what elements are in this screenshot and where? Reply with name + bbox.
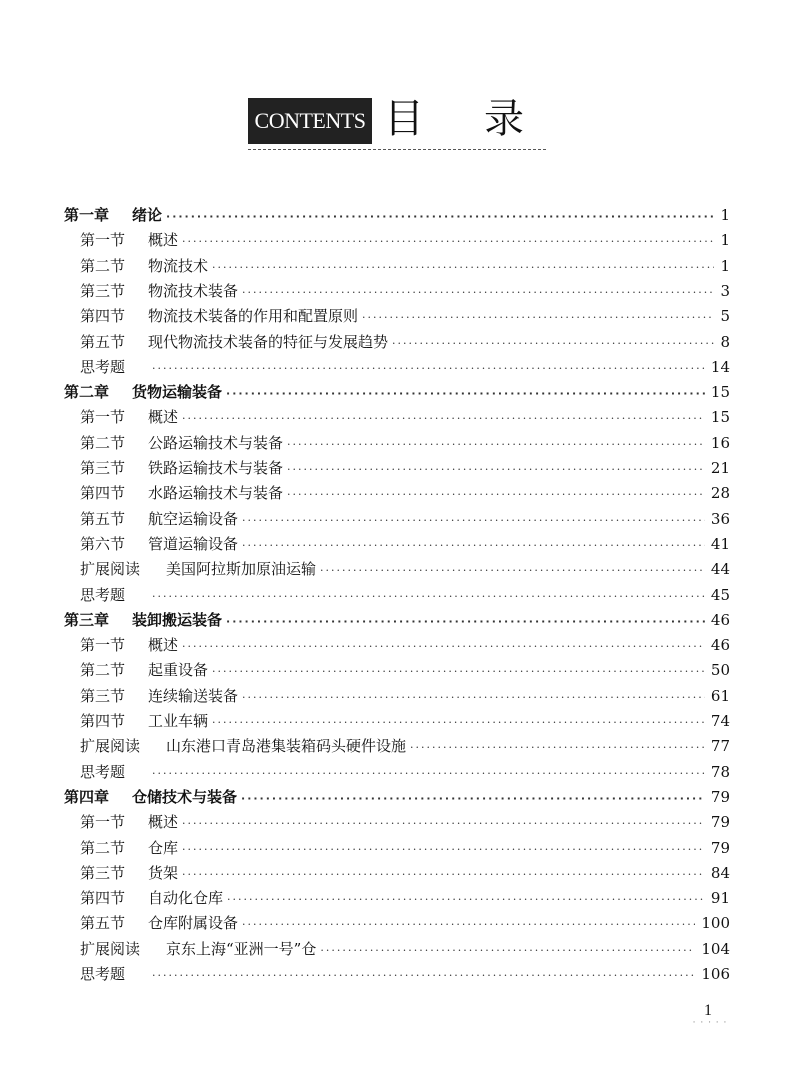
dot-leader — [152, 584, 705, 609]
toc-section-entry[interactable] — [80, 962, 730, 987]
toc-entry-page: 44 — [710, 560, 730, 579]
toc-entry-title: 仓储技术与装备 — [132, 787, 238, 806]
toc-entry-number: 思考题 — [80, 965, 126, 983]
toc-entry-title: 装卸搬运装备 — [132, 610, 223, 629]
toc-entry-label — [80, 633, 178, 658]
toc-entry-number: 思考题 — [80, 357, 126, 376]
toc-entry-title: 货物运输装备 — [132, 383, 223, 402]
toc-entry-page: 16 — [710, 433, 730, 452]
dot-leader — [242, 912, 695, 937]
toc-entry-title: 管道运输设备 — [148, 534, 239, 553]
toc-entry-title: 物流技术装备的作用和配置原则 — [148, 307, 359, 326]
toc-entry-number: 第二章 — [64, 383, 110, 402]
dot-leader — [362, 305, 714, 330]
toc-section-entry[interactable] — [80, 355, 730, 380]
toc-entry-page: 79 — [710, 787, 730, 806]
toc-entry-title: 绪论 — [132, 206, 163, 224]
toc-entry-number: 思考题 — [80, 585, 126, 604]
toc-entry-label — [80, 355, 148, 380]
toc-entry-page: 46 — [710, 636, 730, 655]
toc-section-entry[interactable] — [80, 886, 730, 911]
dot-leader — [227, 887, 705, 912]
toc-entry-page: 1 — [720, 206, 730, 224]
toc-entry-page: 104 — [701, 939, 730, 958]
toc-entry-label — [80, 456, 283, 481]
toc-section-entry[interactable] — [80, 734, 730, 759]
toc-entry-page: 28 — [710, 484, 730, 503]
toc-entry-label — [80, 911, 238, 936]
toc-entry-page: 5 — [720, 307, 730, 326]
toc-entry-title: 工业车辆 — [148, 712, 209, 730]
toc-entry-page: 46 — [710, 610, 730, 629]
toc-section-entry[interactable] — [80, 836, 730, 861]
toc-entry-title: 山东港口青岛港集装箱码头硬件设施 — [166, 737, 407, 756]
toc-entry-label — [80, 583, 148, 608]
toc-entry-title: 自动化仓库 — [148, 889, 224, 908]
dot-leader — [212, 659, 705, 684]
dot-leader — [182, 634, 705, 659]
toc-entry-number: 第六节 — [80, 534, 126, 553]
toc-section-entry[interactable] — [80, 228, 730, 253]
toc-entry-number: 第三节 — [80, 863, 126, 882]
toc-section-entry[interactable] — [80, 330, 730, 355]
toc-section-entry[interactable] — [80, 405, 730, 430]
toc-entry-label — [80, 709, 208, 734]
dot-leader — [242, 533, 705, 558]
toc-section-entry[interactable] — [80, 709, 730, 734]
toc-entry-number: 第三节 — [80, 281, 126, 300]
toc-entry-page: 84 — [710, 863, 730, 882]
page-title: 目录 — [384, 96, 584, 142]
toc-entry-page: 77 — [710, 737, 730, 756]
toc-entry-number: 第二节 — [80, 661, 126, 680]
toc-entry-page: 78 — [710, 762, 730, 781]
toc-entry-title: 起重设备 — [148, 661, 209, 680]
dot-leader — [242, 685, 705, 710]
page-number-ornament: · · · · · — [692, 1018, 728, 1028]
toc-entry-page: 50 — [710, 661, 730, 680]
dot-leader — [182, 229, 714, 254]
toc-entry-page: 61 — [710, 686, 730, 705]
dot-leader — [152, 761, 705, 786]
toc-entry-label — [80, 734, 406, 759]
toc-entry-page: 106 — [701, 965, 730, 983]
toc-entry-number: 第四节 — [80, 712, 126, 730]
toc-entry-label — [80, 861, 178, 886]
dot-leader — [392, 331, 714, 356]
toc-entry-page: 15 — [710, 408, 730, 427]
dot-leader — [241, 786, 705, 811]
toc-entry-label — [80, 658, 208, 683]
toc-entry-title: 铁路运输技术与装备 — [148, 459, 284, 477]
toc-entry-number: 第一节 — [80, 636, 126, 655]
toc-section-entry[interactable] — [80, 810, 730, 835]
toc-section-entry[interactable] — [80, 304, 730, 329]
toc-section-entry[interactable] — [80, 658, 730, 683]
dot-leader — [410, 735, 705, 760]
toc-entry-page: 74 — [710, 712, 730, 730]
toc-entry-label — [80, 937, 316, 962]
toc-section-entry[interactable] — [80, 532, 730, 557]
dot-leader — [182, 837, 705, 862]
toc-entry-number: 第四节 — [80, 889, 126, 908]
toc-entry-page: 100 — [701, 914, 730, 933]
toc-entry-page: 21 — [710, 459, 730, 477]
toc-entry-number: 扩展阅读 — [80, 737, 141, 756]
toc-entry-page: 91 — [710, 889, 730, 908]
toc-entry-label — [80, 431, 283, 456]
toc-section-entry[interactable] — [80, 760, 730, 785]
toc-entry-title: 概述 — [148, 636, 179, 655]
toc-entry-page: 3 — [720, 281, 730, 300]
toc-entry-page: 1 — [720, 231, 730, 250]
dot-leader — [287, 457, 705, 482]
toc-entry-number: 第四节 — [80, 307, 126, 326]
toc-section-entry[interactable] — [80, 861, 730, 886]
toc-section-entry[interactable] — [80, 279, 730, 304]
dot-leader — [182, 406, 705, 431]
toc-section-entry[interactable] — [80, 507, 730, 532]
dot-leader — [320, 938, 695, 963]
toc-entry-number: 第一节 — [80, 408, 126, 427]
toc-chapter-entry[interactable] — [64, 203, 730, 228]
toc-chapter-entry[interactable] — [64, 785, 730, 810]
toc-entry-label — [80, 532, 238, 557]
toc-entry-number: 扩展阅读 — [80, 939, 141, 958]
toc-entry-label — [80, 330, 388, 355]
toc-section-entry[interactable] — [80, 431, 730, 456]
contents-badge: CONTENTS — [248, 98, 372, 144]
toc-entry-label — [80, 481, 283, 506]
toc-entry-label — [80, 760, 148, 785]
toc-entry-page: 36 — [710, 509, 730, 528]
toc-entry-label — [80, 228, 178, 253]
toc-entry-number: 第二节 — [80, 256, 126, 275]
toc-entry-page: 79 — [710, 813, 730, 832]
dot-leader — [152, 963, 695, 988]
toc-entry-number: 第一节 — [80, 813, 126, 832]
toc-entry-label — [80, 836, 178, 861]
dot-leader — [242, 280, 714, 305]
toc-entry-page: 14 — [710, 357, 730, 376]
page-number: 1 — [704, 1002, 712, 1019]
toc-entry-label — [80, 405, 178, 430]
toc-entry-page: 15 — [710, 383, 730, 402]
toc-entry-title: 物流技术 — [148, 256, 209, 275]
header-dashed-rule — [248, 149, 546, 150]
toc-entry-number: 第四节 — [80, 484, 126, 503]
toc-entry-page: 45 — [710, 585, 730, 604]
dot-leader — [182, 811, 705, 836]
dot-leader — [212, 255, 714, 280]
toc-entry-number: 第一节 — [80, 231, 126, 250]
toc-entry-number: 第五节 — [80, 332, 126, 351]
toc-entry-title: 货架 — [148, 863, 179, 882]
toc-section-entry[interactable] — [80, 937, 730, 962]
dot-leader — [166, 204, 714, 229]
toc-entry-title: 仓库附属设备 — [148, 914, 239, 933]
toc-entry-number: 第三节 — [80, 459, 126, 477]
dot-leader — [212, 710, 705, 735]
toc-entry-title: 京东上海“亚洲一号”仓 — [166, 939, 317, 958]
toc-entry-number: 第五节 — [80, 509, 126, 528]
toc-entry-title: 概述 — [148, 813, 179, 832]
dot-leader — [242, 508, 705, 533]
toc-entry-label — [64, 380, 222, 405]
toc-section-entry[interactable] — [80, 481, 730, 506]
toc-section-entry[interactable] — [80, 254, 730, 279]
toc-entry-label — [80, 557, 316, 582]
toc-chapter-entry[interactable] — [64, 608, 730, 633]
toc-entry-number: 扩展阅读 — [80, 560, 141, 579]
dot-leader — [152, 356, 705, 381]
toc-section-entry[interactable] — [80, 684, 730, 709]
toc-entry-title: 概述 — [148, 231, 179, 250]
toc-section-entry[interactable] — [80, 911, 730, 936]
toc-entry-label — [80, 684, 238, 709]
toc-entry-label — [80, 304, 358, 329]
toc-entry-label — [64, 608, 222, 633]
dot-leader — [320, 558, 705, 583]
dot-leader — [226, 381, 705, 406]
toc-entry-label — [80, 810, 178, 835]
toc-entry-page: 79 — [710, 838, 730, 857]
toc-entry-title: 航空运输设备 — [148, 509, 239, 528]
toc-entry-title: 公路运输技术与装备 — [148, 433, 284, 452]
toc-entry-label — [64, 203, 162, 228]
toc-entry-number: 第四章 — [64, 787, 110, 806]
toc-section-entry[interactable] — [80, 557, 730, 582]
toc-entry-title: 物流技术装备 — [148, 281, 239, 300]
toc-entry-page: 8 — [720, 332, 730, 351]
dot-leader — [287, 482, 705, 507]
dot-leader — [226, 609, 705, 634]
toc-entry-number: 第三章 — [64, 610, 110, 629]
dot-leader — [287, 432, 705, 457]
toc-entry-title: 现代物流技术装备的特征与发展趋势 — [148, 332, 389, 351]
toc-section-entry[interactable] — [80, 583, 730, 608]
toc-entry-label — [80, 962, 148, 987]
toc-entry-title: 连续输送装备 — [148, 686, 239, 705]
toc-section-entry[interactable] — [80, 633, 730, 658]
toc-chapter-entry[interactable] — [64, 380, 730, 405]
toc-entry-page: 1 — [720, 256, 730, 275]
toc-entry-number: 思考题 — [80, 762, 126, 781]
toc-entry-number: 第三节 — [80, 686, 126, 705]
toc-entry-number: 第二节 — [80, 838, 126, 857]
toc-entry-title: 水路运输技术与装备 — [148, 484, 284, 503]
toc-entry-number: 第二节 — [80, 433, 126, 452]
toc-entry-page: 41 — [710, 534, 730, 553]
dot-leader — [182, 862, 705, 887]
toc-entry-label — [64, 785, 237, 810]
toc-entry-label — [80, 886, 223, 911]
toc-entry-number: 第五节 — [80, 914, 126, 933]
toc-entry-title: 仓库 — [148, 838, 179, 857]
toc-entry-label — [80, 279, 238, 304]
toc-entry-label — [80, 254, 208, 279]
toc-section-entry[interactable] — [80, 456, 730, 481]
toc-entry-number: 第一章 — [64, 206, 110, 224]
toc-entry-title: 美国阿拉斯加原油运输 — [166, 560, 317, 579]
toc-entry-title: 概述 — [148, 408, 179, 427]
toc-entry-label — [80, 507, 238, 532]
